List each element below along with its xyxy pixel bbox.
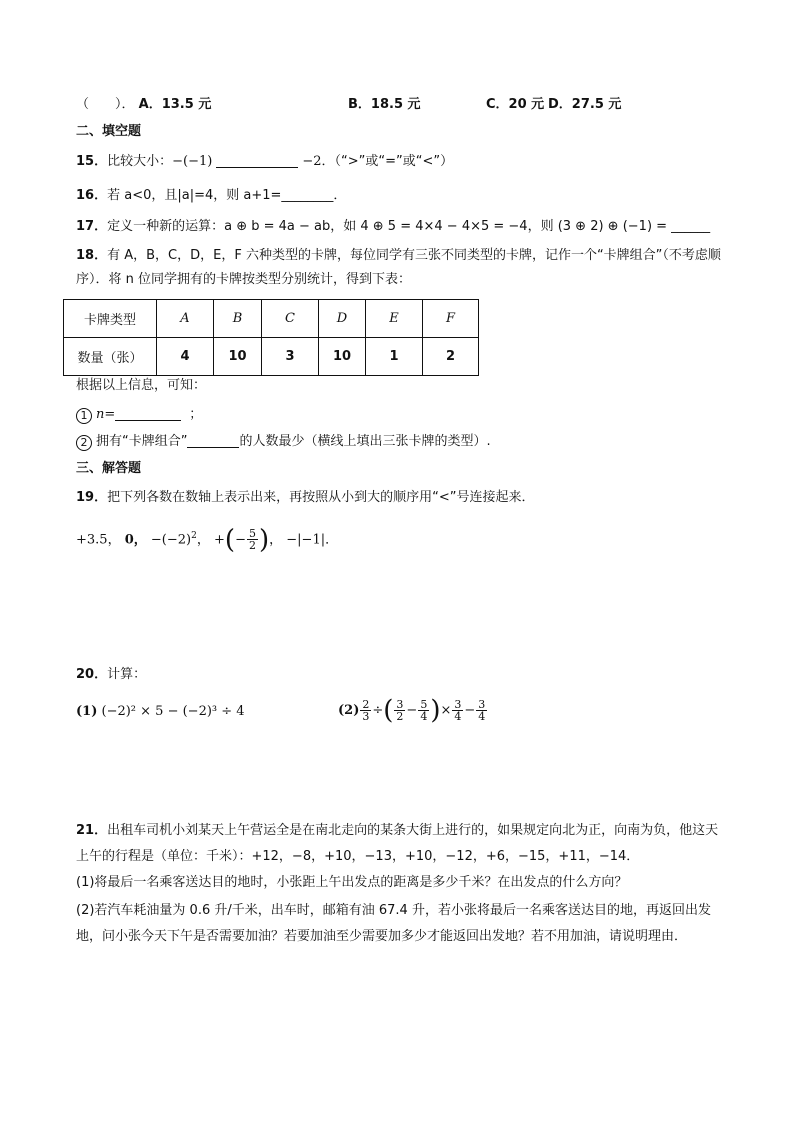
section-solve-title: 三、解答题 <box>76 461 142 476</box>
fraction-num: 5 <box>420 698 428 711</box>
q15-answer-blank <box>216 153 298 168</box>
fraction-num: 5 <box>248 527 256 541</box>
question-18 <box>76 244 724 292</box>
table-type-cell: A <box>157 300 214 338</box>
q20-part1 <box>76 702 245 722</box>
q19-n3: −(−2) <box>150 532 192 548</box>
table-row-counts <box>64 338 479 376</box>
q20-p2-label: (2) <box>338 703 360 718</box>
q17-number: 17． <box>76 219 108 234</box>
q15-text-post: ．（“>”或“=”或“<”） <box>321 154 454 169</box>
question-15 <box>76 152 453 172</box>
question-16 <box>76 186 346 206</box>
fraction <box>418 699 429 722</box>
q17-text: 定义一种新的运算：a ⊕ b = 4a − ab，如 4 ⊕ 5 = 4×4 − 4×5 = −4，则 (3 ⊕ 2) ⊕ (−1) = ______ <box>107 219 711 234</box>
left-paren: ( <box>383 695 394 726</box>
section-fill-in-title: 二、填空题 <box>76 124 142 139</box>
q21-part2: (2)若汽车耗油量为 0.6 升/千米，出车时，邮箱有油 67.4 升，若小张将最后一名乘客送达目的地，再返回出发地，问小张今天下午是否需要加油？若要加油至少需要加多少才能返回出发地？若不用加油，请说明理由． <box>76 903 711 944</box>
fraction-num: 3 <box>478 698 486 711</box>
q21-part1: (1)将最后一名乘客送达目的地时，小张距上午出发点的距离是多少千米？在出发点的什么方向？ <box>76 875 628 890</box>
q18-sub1 <box>76 405 202 425</box>
q14-option-d: D．27.5 元 <box>548 97 622 112</box>
circled-number-1: 1 <box>76 408 92 424</box>
fraction <box>452 699 463 722</box>
table-count-cell: 4 <box>157 338 214 376</box>
fraction-den: 2 <box>248 539 256 553</box>
table-type-cell: D <box>319 300 366 338</box>
q18-number: 18． <box>76 248 108 263</box>
q14-paren: （ ）． <box>76 97 135 112</box>
q18-sub2-blank <box>187 433 239 448</box>
table-row-label: 数量（张） <box>64 338 157 376</box>
q18-sub2-post: 的人数最少（横线上填出三张卡牌的类型）. <box>239 434 491 449</box>
q19-number: 19． <box>76 490 108 505</box>
q15-expr: −(−1) <box>172 154 213 169</box>
q14-option-c: C．20 元 <box>486 97 545 112</box>
table-type-cell: F <box>423 300 479 338</box>
q15-number: 15． <box>76 154 108 169</box>
fraction-den: 4 <box>420 710 428 723</box>
table-row-types <box>64 300 479 338</box>
q19-n4-tail: ， <box>269 532 283 548</box>
q18-sub1-blank <box>115 406 181 421</box>
question-21 <box>76 818 724 870</box>
table-type-cell: B <box>214 300 262 338</box>
q16-text: 若 a<0，且|a|=4，则 a+1=________． <box>107 188 347 203</box>
q18-info: 根据以上信息，可知： <box>76 378 207 393</box>
q21-text: 出租车司机小刘某天上午营运全是在南北走向的某条大街上进行的，如果规定向北为正，向南为负，他这天上午的行程是（单位：千米）：+12，−8，+10，−13，+10，−12，+6，−15，+11，−14． <box>76 823 719 864</box>
left-paren: ( <box>224 524 236 555</box>
q18-text: 有 A，B，C，D，E，F 六种类型的卡牌，每位同学有三张不同类型的卡牌，记作一个“卡牌组合”（不考虑顺序）．将 n 位同学拥有的卡牌按类型分别统计，得到下表： <box>76 248 721 287</box>
fraction <box>394 699 405 722</box>
q18-sub2 <box>76 432 491 452</box>
question-20 <box>76 665 146 685</box>
fraction-den: 4 <box>454 710 462 723</box>
card-count-table <box>63 299 479 376</box>
q20-p1-label: (1) <box>76 704 98 719</box>
table-header-label: 卡牌类型 <box>64 300 157 338</box>
question-19 <box>76 488 534 508</box>
table-type-cell: C <box>262 300 319 338</box>
q19-n1: +3.5， <box>76 532 121 548</box>
right-paren: ) <box>258 524 270 555</box>
table-count-cell: 2 <box>423 338 479 376</box>
q19-n3-tail: ， <box>196 532 210 548</box>
table-count-cell: 1 <box>366 338 423 376</box>
q20-part2: (2) $\frac{2}{3}$ ÷( $\frac{3}{2}$ − $\frac{5}{4}$ )× $\frac{3}{4}$ − $\frac{3}{4}$ <box>338 695 486 726</box>
q19-numbers: +3.5， 0， $-(-2)^2$， +(− $\frac{5}{2}$ )， −|−1|． <box>76 524 339 555</box>
q19-n4-pre: + <box>214 532 225 548</box>
fraction-num: 3 <box>396 698 404 711</box>
q18-sub2-pre: 拥有“卡牌组合” <box>96 434 188 449</box>
q21-number: 21． <box>76 823 108 838</box>
q14-options <box>76 95 211 115</box>
fraction-den: 4 <box>478 710 486 723</box>
question-17 <box>76 217 710 237</box>
q19-n2: 0， <box>124 532 147 548</box>
q20-text: 计算： <box>107 667 147 682</box>
right-paren: ) <box>430 695 441 726</box>
fraction-den: 2 <box>396 710 404 723</box>
q15-text-pre: 比较大小： <box>107 154 173 169</box>
q20-number: 20． <box>76 667 108 682</box>
q14-option-a: A．13.5 元 <box>138 97 212 112</box>
table-count-cell: 10 <box>319 338 366 376</box>
circled-number-2: 2 <box>76 435 92 451</box>
q19-n5: −|−1|． <box>286 532 339 548</box>
q16-number: 16． <box>76 188 108 203</box>
fraction-den: 3 <box>362 710 370 723</box>
q19-n3-exp: 2 <box>191 531 197 541</box>
q14-option-b: B．18.5 元 <box>348 97 421 112</box>
fraction-num: 3 <box>454 698 462 711</box>
q18-sub1-tail: ； <box>189 407 203 422</box>
table-count-cell: 10 <box>214 338 262 376</box>
fraction <box>360 699 371 722</box>
q20-p1-expr: (−2)² × 5 − (−2)³ ÷ 4 <box>101 704 245 719</box>
q19-text: 把下列各数在数轴上表示出来，再按照从小到大的顺序用“<”号连接起来． <box>107 490 535 505</box>
table-type-cell: E <box>366 300 423 338</box>
fraction-num: 2 <box>362 698 370 711</box>
q15-expr2: −2 <box>302 154 322 169</box>
q18-sub1-text: n= <box>96 407 116 422</box>
fraction <box>476 699 487 722</box>
q19-fraction <box>247 528 258 551</box>
table-count-cell: 3 <box>262 338 319 376</box>
